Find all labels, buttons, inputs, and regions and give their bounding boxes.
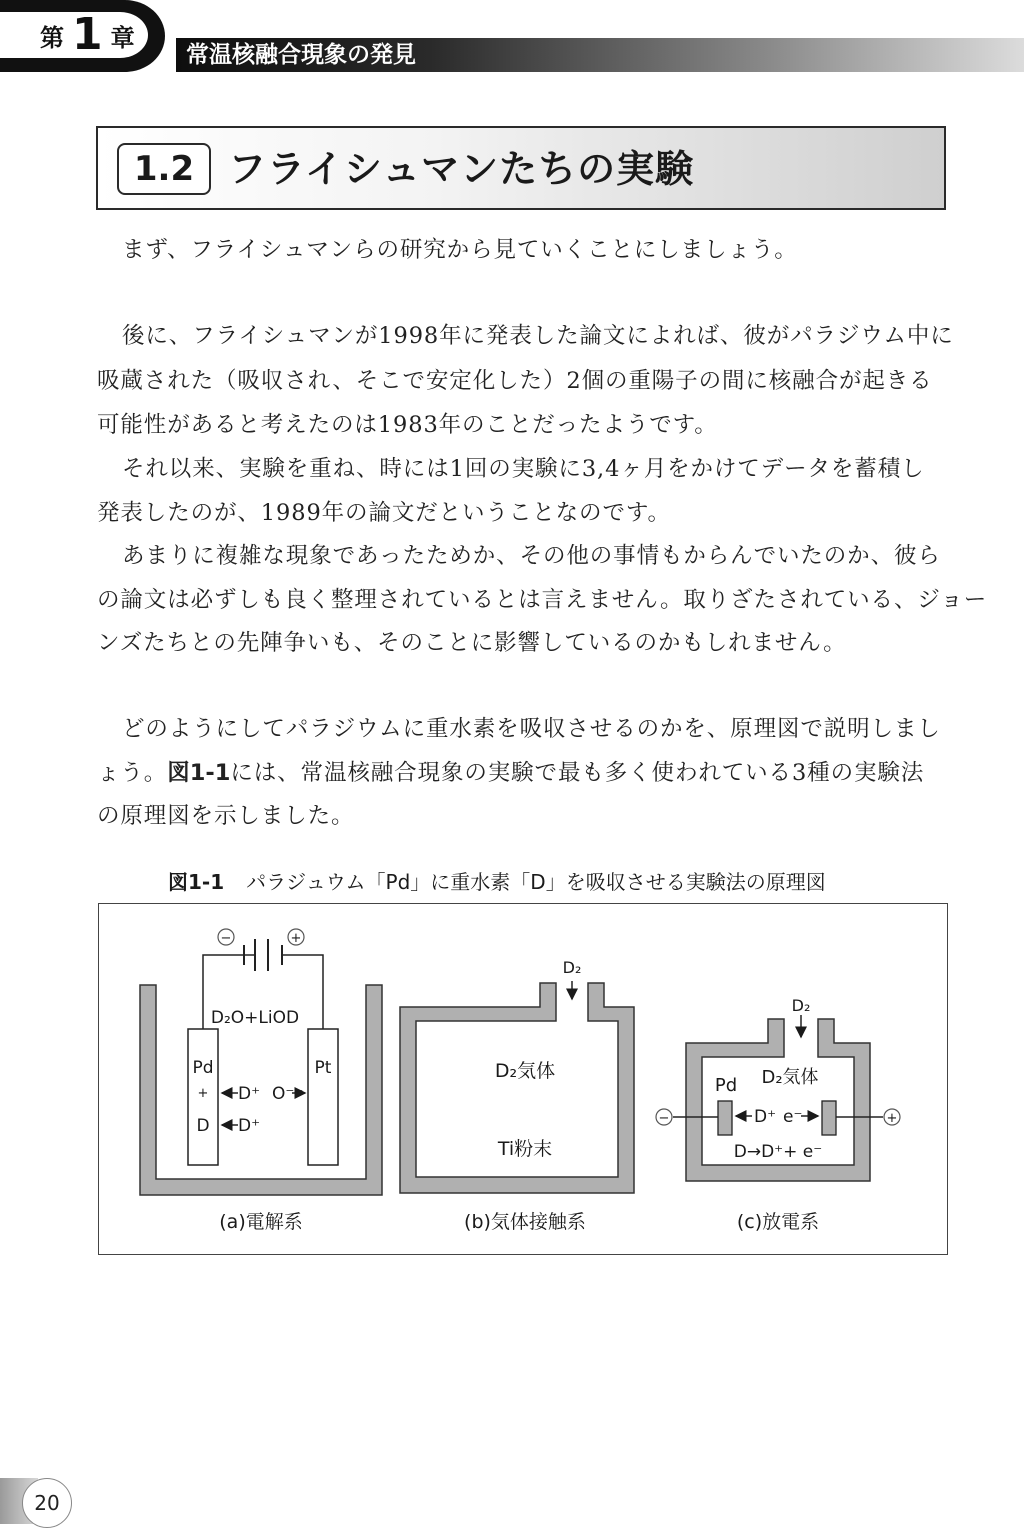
- paragraph-line: ンズたちとの先陣争いも、そのことに影響しているのかもしれません。: [97, 630, 847, 656]
- line-text: ょう。: [97, 760, 168, 786]
- paragraph-line: どのようにしてパラジウムに重水素を吸収させるのかを、原理図で説明しまし: [122, 716, 941, 742]
- figure-caption-text: パラジュウム「Pd」に重水素「D」を吸収させる実験法の原理図: [246, 870, 826, 894]
- chapter-title: 常温核融合現象の発見: [186, 42, 416, 68]
- page-number: 20: [22, 1478, 72, 1528]
- paragraph-line: まず、フライシュマンらの研究から見ていくことにしましょう。: [122, 237, 798, 263]
- paragraph-line: の論文は必ずしも良く整理されているとは言えません。取りざたされている、ジョー: [97, 587, 988, 613]
- figure-reference: 図1-1: [167, 760, 231, 786]
- cathode-plate: [718, 1101, 732, 1135]
- section-title: フライシュマンたちの実験: [228, 147, 695, 191]
- section-number: 1.2: [117, 143, 211, 195]
- paragraph-line: の原理図を示しました。: [97, 803, 355, 829]
- chapter-prefix: 第: [40, 23, 64, 52]
- caption-a: (a)電解系: [219, 1211, 303, 1233]
- electron-label: e⁻: [783, 1107, 803, 1127]
- diagram-gas-contact: [400, 958, 634, 1233]
- chapter-suffix: 章: [110, 23, 135, 52]
- d-ion-label: D⁺: [754, 1107, 777, 1127]
- diagram-electrolysis: [140, 929, 382, 1233]
- paragraph-line: 可能性があると考えたのは1983年のことだったようです。: [97, 412, 718, 438]
- terminal-plus: +: [886, 1111, 898, 1126]
- battery-icon: [244, 939, 282, 971]
- figure-diagram: [98, 903, 948, 1255]
- caption-b: (b)気体接触系: [464, 1211, 586, 1233]
- paragraph-line: あまりに複雑な現象であったためか、その他の事情もからんでいたのか、彼ら: [122, 543, 941, 569]
- pt-electrode: [308, 1029, 338, 1165]
- inlet-label: D₂: [791, 996, 811, 1015]
- o-ion-label: O⁻⁻: [272, 1084, 304, 1104]
- d-ion-label: D⁺: [238, 1116, 261, 1136]
- paragraph-line: 後に、フライシュマンが1998年に発表した論文によれば、彼がパラジウム中に: [122, 323, 954, 349]
- diagram-discharge: [656, 996, 900, 1233]
- d-label: D: [196, 1116, 210, 1136]
- electrolyte-label: D₂O+LiOD: [210, 1008, 300, 1028]
- gas-label: D₂気体: [761, 1067, 819, 1088]
- pt-label: Pt: [314, 1058, 332, 1078]
- inlet-label: D₂: [562, 958, 582, 977]
- d-ion-label: D⁺: [238, 1084, 261, 1104]
- paragraph-line: [97, 755, 924, 787]
- gas-label: D₂気体: [494, 1060, 556, 1082]
- terminal-plus: +: [290, 931, 302, 946]
- figure-label: 図1-1: [168, 870, 225, 894]
- reaction-label: D→D⁺+ e⁻: [733, 1142, 823, 1162]
- chapter-label: [0, 9, 148, 60]
- pd-label: Pd: [714, 1075, 738, 1096]
- caption-c: (c)放電系: [736, 1211, 820, 1233]
- chapter-tab: [0, 0, 165, 72]
- anode-plate: [822, 1101, 836, 1135]
- paragraph-line: 発表したのが、1989年の論文だということなのです。: [97, 500, 671, 526]
- pd-label: Pd: [192, 1058, 214, 1078]
- paragraph-line: それ以来、実験を重ね、時には1回の実験に3,4ヶ月をかけてデータを蓄積し: [122, 456, 925, 482]
- line-text: には、常温核融合現象の実験で最も多く使われている3種の実験法: [230, 760, 925, 786]
- chapter-number: 1: [72, 9, 103, 60]
- powder-label: Ti粉末: [497, 1138, 553, 1160]
- gas-vessel: [400, 983, 634, 1193]
- figure-caption: [168, 866, 826, 898]
- paragraph-line: 吸蔵された（吸収され、そこで安定化した）2個の重陽子の間に核融合が起きる: [97, 368, 933, 394]
- pd-plus-label: +: [197, 1086, 209, 1101]
- terminal-minus: −: [658, 1111, 670, 1126]
- terminal-minus: −: [220, 931, 232, 946]
